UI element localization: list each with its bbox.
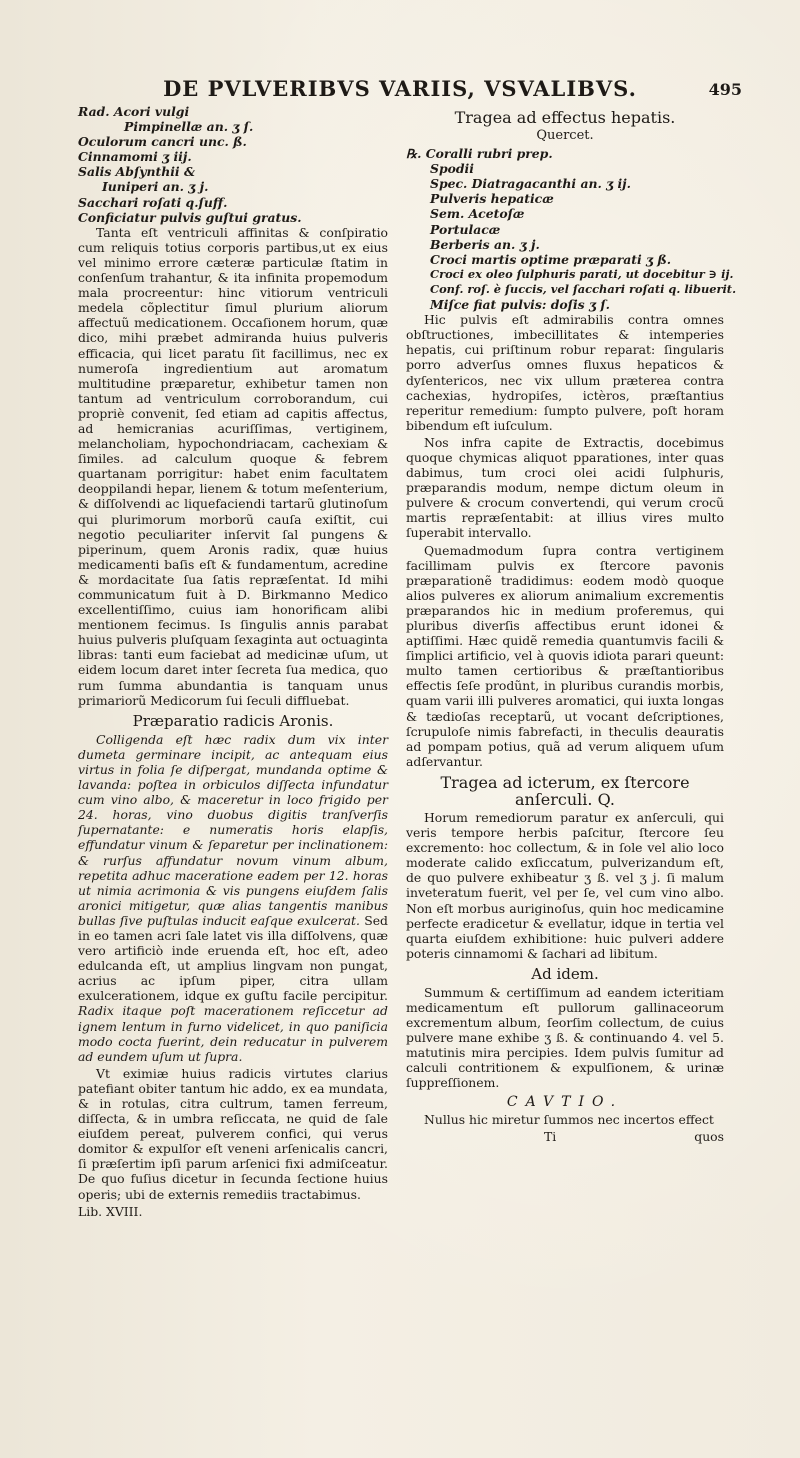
- heading-tag: Q.: [597, 789, 615, 809]
- section-heading: Præparatio radicis Aronis.: [132, 711, 334, 730]
- paragraph: Hic pulvis eſt admirabilis contra omnes obſtructiones, imbecillitates & intemperies hepatis, cui priſtinum robur reparat: ſingularis porro adverſus omnes fluxus hepaticos & dyſentericos, nec vix ullum præterea contra cachexias, hydropiſes, ictèros, præſtantius reperitur remedium: ſumpto pulvere, poſt horam bibendum eſt iuſculum.: [406, 312, 724, 433]
- paragraph: Summum & certiſſimum ad eandem icteritiam medicamentum eſt pullorum gallinaceorum excrementum album, ſeorſim collectum, de cuius pulvere mane exhibe ʒ ß. & continuando 4. vel 5. matutinis mira percipies. Idem pulvis ſumitur ad calculi contritionem & expulſionem, & urinæ ſuppreſſionem.: [406, 984, 724, 1091]
- paragraph: Nullus hic miretur ſummos nec incertos effect: [424, 1111, 714, 1127]
- cautio-heading: CAVTIO.: [506, 1093, 624, 1110]
- paragraph: Horum remediorum paratur ex anſerculi, qui veris tempore herbis paſcitur, ſtercore ſeu excremento: hoc collectum, & in ſole vel alio loco moderate calido exſiccatum, pulverizandum eſt, de quo pulvere exhibeatur ʒ ß. vel ʒ j. ſi malum inveteratum fuerit, vel per ſe, vel cum vino albo. Non eſt morbus auriginoſus, quin hoc medicamine perfecte eradicetur & evellatur, idque in tertia vel quarta eiuſdem exhibitione: huic pulveri addere poteris cinnamomi & ſachari ad libitum.: [406, 809, 724, 961]
- page-footer: [406, 1129, 724, 1144]
- signature-mark: Lib. XVIII.: [78, 1203, 143, 1219]
- section-heading: [406, 774, 724, 808]
- page-number: 495: [708, 80, 742, 99]
- recipe-line: Portulacæ: [430, 221, 501, 237]
- recipe-line: Pimpinellæ an. ʒ ſ.: [124, 119, 254, 135]
- signature-mark: Ti: [544, 1128, 557, 1144]
- section-heading: Tragea ad effectus hepatis.: [454, 108, 676, 127]
- paragraph: Tanta eſt ventriculi affinitas & conſpiratio cum reliquis totius corporis partibus,ut ex eius vel minimo errore cæteræ particulæ ſtatim in conſenſum trahantur, & ita infinita propemodum mala procreentur: hinc vitiorum ventriculi medela cõplectitur ſimul plurium aliorum affectuũ medicationem. Occaſionem horum, quæ dico, mihi præbet admiranda huius pulveris efficacia, qui licet paratu ſit facillimus, nec ex numeroſa ingredientium aut aromatum multitudine præparetur, exhibetur tamen non tantum ad ventriculum corroborandum, cui propriè convenit, ſed etiam ad capitis affectus, ad hemicranias acuriſſimas, vertiginem, melancholiam, hypochondriacam, cachexiam & ſimiles. ad calculum quoque & febrem quartanam porrigitur: habet enim facultatem deoppilandi hepar, lienem & totum meſenterium, & diſſolvendi ac liquefaciendi tartarũ glutinoſum qui plurimorum morborũ cauſa exiſtit, cui negotio peculiariter inſervit ſal pungens & piperinum, quem Aronis radix, quæ huius medicamenti baſis eſt & fundamentum, acredine & mordacitate ſua ſatis repræſentat. Id mihi communicatum fuit à D. Birkmanno Medico excellentiſſimo, cuius iam honorificam alibi mentionem fecimus. Is ſingulis annis parabat huius pulveris pluſquam ſexaginta aut octuaginta libras: tanti eum faciebat ad medicinæ uſum, ut eidem locum daret inter ſecreta ſua medica, quo rum ſumma abundantia is tanquam unus primariorũ Medicorum ſui ſeculi diffluebat.: [78, 224, 388, 708]
- paragraph: [78, 732, 388, 1064]
- section-heading: Ad idem.: [531, 964, 599, 983]
- recipe-line: Iuniperi an. ʒ j.: [102, 179, 209, 195]
- recipe-line: Rad. Acori vulgi: [78, 104, 190, 119]
- recipe-line: Croci martis optime præparati ʒ ß.: [430, 251, 672, 267]
- recipe-line: Berberis an. ʒ j.: [430, 236, 540, 252]
- paragraph: Nos infra capite de Extractis, docebimus quoque chymicas aliquot pparationes, inter quas dabimus, tum croci olei acidi ſulphuris, præparandis modum, nempe dictum oleum in pulvere & crocum convertendi, qui verum crocũ martis repræſentabit: at illius vires multo ſuperabit intervallo.: [406, 434, 724, 541]
- italic-text: Colligenda eſt hæc radix dum vix inter dumeta germinare incipit, ac antequam eius virtus in folia ſe diſpergat, mundanda optime & lavanda: poſtea in orbiculos diſſecta infundatur cum vino albo, & maceretur in loco frigido per 24. horas, vino duobus digitis tranſverſis ſupernatante: e numeratis horis elapſis, effundatur vinum & ſeparetur per inclinationem: & rurſus affundatur novum vinum album, repetita adhuc maceratione eadem per 12. horas ut nimia acrimonia & vis pungens eiuſdem ſalis aronici mitigetur, quæ alias tangentis manibus bullas ſive puſtulas inducit eaſque exulcerat.: [78, 731, 388, 928]
- recipe-line: Sem. Acetoſæ: [430, 206, 525, 222]
- running-head: DE PVLVERIBVS VARIIS, VSVALIBVS.: [163, 76, 637, 101]
- paragraph: Quemadmodum ſupra contra vertiginem facillimam pulvis ex ſtercore pavonis præparationẽ tradidimus: eodem modò quoque alios pulveres ex aliorum animalium excrementis præparandos hic in medium proferemus, qui pluribus diverſis affectibus erunt idonei & aptiſſimi. Hæc quidẽ remedia quantumvis facili & ſimplici artificio, vel à quovis idiota parari queunt: multo tamen certioribus & præſtantioribus effectis ſeſe prodũnt, in pluribus curandis morbis, quam varii illi pulveres aromatici, qui iuxta longas & tædioſas receptarũ, ut vocant deſcriptiones, ſcrupuloſe nimis fabrefacti, in theculis deauratis ad pompam potius, quã ad verum aliquem uſum adſervantur.: [406, 542, 724, 769]
- recipe-line: Salis Abſynthii &: [78, 164, 196, 180]
- recipe-line: ℞. Coralli rubri prep.: [406, 146, 553, 162]
- recipe-line: Miſce fiat pulvis: doſis ʒ ſ.: [430, 297, 610, 313]
- recipe-line: Sacchari roſati q.ſuff.: [78, 194, 228, 210]
- recipe-line: Cinnamomi ʒ iij.: [78, 149, 192, 165]
- heading-text: Tragea ad icterum, ex ſtercore anſerculi.: [440, 772, 690, 809]
- recipe-line: Spec. Diatragacanthi an. ʒ ij.: [430, 176, 631, 192]
- italic-text: Radix itaque poſt macerationem reſiccetur ad ignem lentum in furno videlicet, in quo paniſicia modo cocta fuerint, dein reducatur in pulverem ad eundem uſum ut ſupra.: [78, 1003, 388, 1064]
- roman-text: Sed in eo tamen acri ſale latet vis illa diſſolvens, quæ vero artificiò inde eruenda eſt, hoc eſt, adeo edulcanda eſt, ut amplius lingvam non pungat, acrius ac ipſum piper, citra ullam exulcerationem, idque ex guſtu facile percipitur.: [78, 912, 388, 1004]
- catchword: quos: [694, 1128, 724, 1144]
- recipe-line: Conficiatur pulvis guſtui gratus.: [78, 209, 302, 225]
- recipe-line: Spodii: [430, 161, 474, 177]
- recipe-line: Conf. roſ. è ſuccis, vel ſacchari roſati q. libuerit.: [430, 281, 737, 296]
- paragraph: Vt eximiæ huius radicis virtutes clarius patefiant obiter tantum hic addo, ex ea mundata, & in rotulas, citra cultrum, tamen ferreum, diſſecta, & in umbra reſiccata, ne quid de ſale eiuſdem pereat, pulverem confici, qui verus domitor & expulſor eſt veneni arſenicalis cancri, ſi præſertim ipſi parum arſenici fixi admiſceatur. De quo fuſius dicetur in ſecunda ſectione huius operis; ubi de externis remediis tractabimus.: [78, 1065, 388, 1202]
- page-footer: [78, 1204, 388, 1219]
- recipe-line: Oculorum cancri unc. ß.: [78, 134, 247, 150]
- left-column: [78, 104, 388, 1219]
- right-column: [406, 104, 737, 1144]
- recipe-line: Croci ex oleo ſulphuris parati, ut docebitur ∋ ij.: [430, 266, 734, 281]
- recipe-line: Pulveris hepaticæ: [430, 191, 554, 207]
- author-attribution: Quercet.: [536, 128, 594, 143]
